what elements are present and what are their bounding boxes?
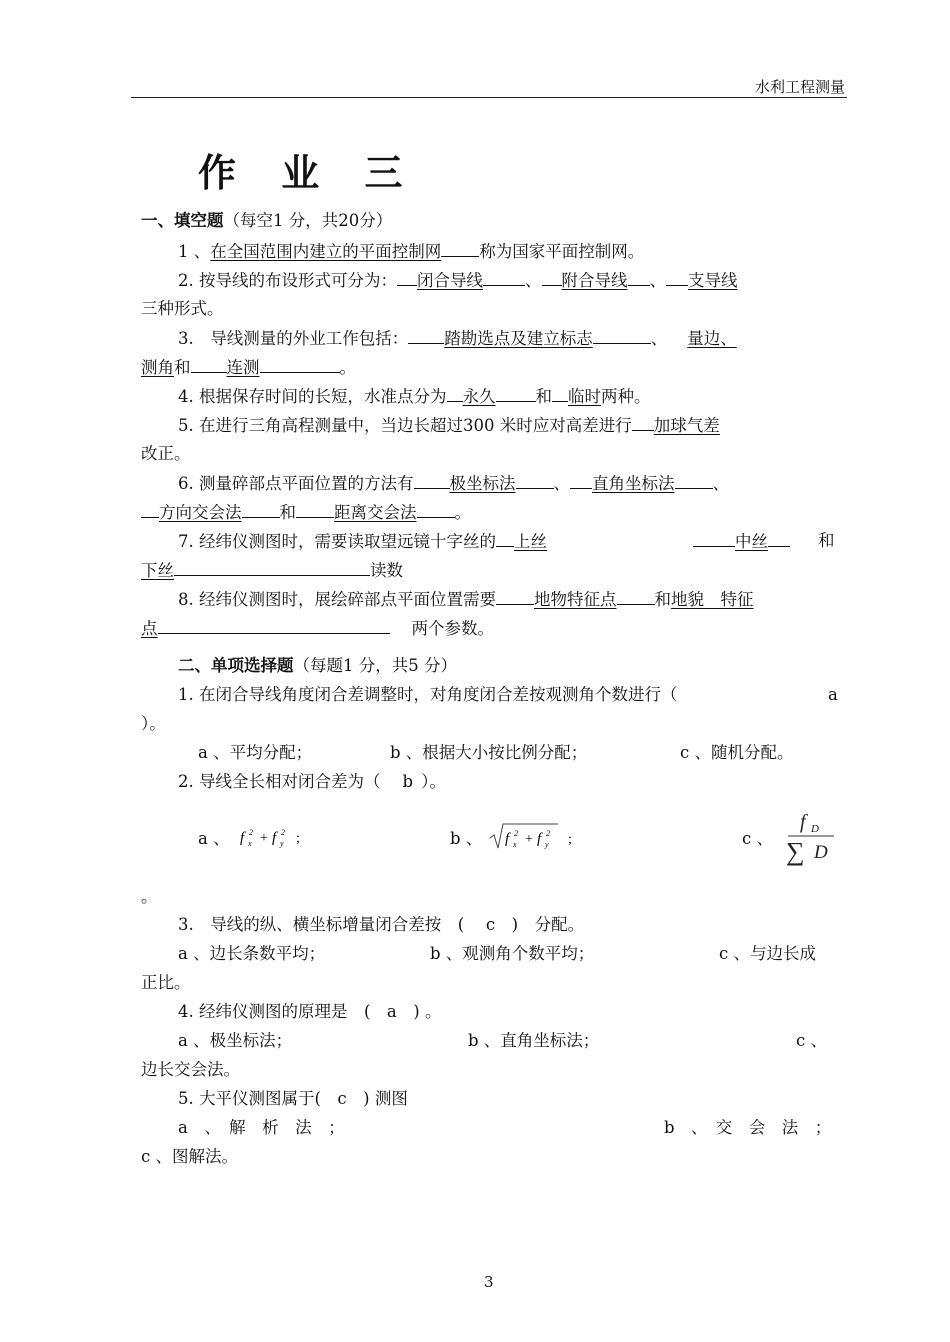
q3-blank-lead: [408, 327, 444, 344]
q2-prefix: 2. 按导线的布设形式可分为：: [178, 271, 397, 290]
mc5-question: 5. 大平仪测图属于( c ) 测图: [178, 1089, 408, 1108]
svg-text:2: 2: [249, 828, 253, 837]
q4-line: [178, 385, 651, 408]
mc2-question-line: [178, 771, 446, 793]
mc3-option-a: a 、边长条数平均；: [178, 944, 326, 963]
mc2-option-b: b 、: [450, 829, 483, 848]
page-number: 3: [484, 1273, 494, 1291]
svg-text:y: y: [545, 840, 549, 849]
mc2-end: 。: [141, 887, 158, 906]
q3-line: [178, 327, 737, 350]
q7-blank-3: [174, 559, 370, 576]
q3-line-2: [141, 356, 356, 379]
q1-line: [178, 240, 644, 263]
mc4-question: 4. 经纬仪测图的原理是 ( a ) 。: [178, 1002, 442, 1021]
svg-text:2: 2: [281, 828, 285, 837]
q4-answer-1: 永久: [462, 387, 496, 406]
svg-text:;: ;: [296, 831, 300, 846]
section2-note: （每题1 分，共5 分）: [293, 656, 457, 675]
q6-line: [178, 472, 729, 495]
q6-line-2: [141, 501, 471, 524]
q7-answer-3: 下丝: [141, 561, 174, 580]
q6-blank-lead: [414, 472, 450, 489]
section1-heading-line: [141, 210, 392, 232]
svg-text:f: f: [272, 830, 277, 846]
section2-heading: 二、单项选择题: [178, 656, 294, 675]
q2-answer-1: 闭合导线: [417, 271, 483, 290]
q8-line: [178, 588, 754, 611]
q7-answer-2-group: [693, 530, 790, 553]
q6-sep-2: 、: [712, 474, 729, 493]
q4-blank-lead: [447, 385, 463, 402]
q6-answer-2: 直角坐标法: [592, 474, 675, 493]
header-course: 水利工程测量: [754, 78, 845, 96]
q6-blank-3a: [141, 501, 159, 518]
svg-text:+: +: [260, 831, 268, 846]
mc1-option-b: b 、根据大小按比例分配；: [390, 743, 588, 762]
q6-blank-4a: [296, 501, 334, 518]
q2-blank-lead: [397, 269, 417, 286]
svg-text:f: f: [537, 831, 542, 847]
q1-answer: 在全国范围内建立的平面控制网: [210, 242, 442, 261]
q5-prefix: 5. 在进行三角高程测量中，当边长超过300 米时应对高差进行: [178, 416, 632, 435]
q3-and: 和: [174, 358, 191, 377]
q8-and: 和: [654, 590, 671, 609]
mc1-answer: a: [828, 685, 838, 704]
q3-answer-3: 连测: [226, 358, 260, 377]
q6-blank-3b: [242, 501, 280, 518]
mc1-close: ）。: [141, 714, 166, 733]
mc5-option-b: b 、 交 会 法 ；: [664, 1118, 832, 1137]
q3-blank-1: [593, 327, 651, 344]
q3-sep: 、: [650, 329, 668, 348]
q8-answer-1: 地物特征点: [534, 590, 617, 609]
mc3-option-b: b 、观测角个数平均；: [430, 944, 595, 963]
q4-answer-2: 临时: [568, 387, 601, 406]
q2-sep-2: 、: [649, 271, 666, 290]
svg-text:y: y: [280, 839, 284, 848]
q8-line-2: [141, 617, 494, 640]
q6-sep-1: 、: [553, 474, 570, 493]
q2-blank-1: [483, 269, 525, 286]
mc5-option-a: a 、 解 析 法 ；: [178, 1118, 345, 1137]
q7-blank-2b: [768, 530, 790, 547]
q6-blank-2b: [675, 472, 713, 489]
q7-and: 和: [818, 531, 835, 550]
q6-end: 。: [454, 503, 471, 522]
q8-answer-2b: 点: [141, 619, 158, 638]
q4-suffix: 两种。: [601, 387, 651, 406]
q4-prefix: 4. 根据保存时间的长短，水准点分为: [178, 387, 447, 406]
svg-text:D: D: [814, 842, 828, 863]
mc3-question: 3. 导线的纵、横坐标增量闭合差按 ( c ) 分配。: [178, 915, 585, 934]
mc2-question: 2. 导线全长相对闭合差为（: [178, 772, 381, 791]
svg-text:2: 2: [514, 829, 518, 838]
q6-and: 和: [279, 503, 296, 522]
mc3-option-c: c 、与边长成: [719, 944, 816, 963]
q6-answer-4: 距离交会法: [334, 503, 417, 522]
q8-blank-1: [617, 588, 655, 605]
svg-text:x: x: [248, 839, 252, 848]
q7-prefix: 7. 经纬仪测图时，需要读取望远镜十字丝的: [178, 532, 496, 551]
q3-blank-2: [191, 356, 227, 373]
section1-heading: 一、填空题: [141, 211, 224, 230]
mc1-option-c: c 、随机分配。: [680, 743, 794, 762]
mc4-continuation: 边长交会法。: [141, 1060, 240, 1079]
q4-and: 和: [535, 387, 552, 406]
q3-answer-2b: 测角: [141, 358, 174, 377]
svg-text:D: D: [811, 823, 819, 835]
q4-blank-1: [496, 385, 536, 402]
q7-answer-2: 中丝: [735, 532, 768, 551]
q5-blank: [632, 414, 654, 431]
q3-answer-1: 踏勘选点及建立标志: [444, 329, 593, 348]
section1-note: （每空1 分，共20分）: [223, 211, 393, 230]
svg-text:+: +: [525, 832, 533, 847]
q6-answer-1: 极坐标法: [449, 474, 516, 493]
svg-text:f: f: [800, 811, 806, 833]
q3-end: 。: [339, 358, 356, 377]
q6-blank-1: [516, 472, 554, 489]
header-rule: [131, 97, 847, 98]
q6-blank-4b: [417, 501, 455, 518]
mc1-question: 1. 在闭合导线角度闭合差调整时，对角度闭合差按观测角个数进行（: [178, 685, 678, 704]
q8-prefix: 8. 经纬仪测图时，展绘碎部点平面位置需要: [178, 590, 496, 609]
q3-prefix: 3. 导线测量的外业工作包括：: [178, 329, 409, 348]
q3-answer-2: 量边、: [687, 329, 737, 348]
mc4-option-b: b 、直角坐标法；: [468, 1031, 600, 1050]
q2-answer-2: 附合导线: [561, 271, 628, 290]
q1-prefix: 1 、: [178, 242, 211, 261]
svg-text:2: 2: [546, 829, 550, 838]
q6-prefix: 6. 测量碎部点平面位置的方法有: [178, 474, 414, 493]
q6-answer-3: 方向交会法: [159, 503, 242, 522]
q7-answer-1: 上丝: [514, 532, 547, 551]
q7-line-2: [141, 559, 403, 582]
q2-blank-3a: [666, 269, 688, 286]
mc4-option-a: a 、极坐标法；: [178, 1031, 293, 1050]
q7-blank-2a: [693, 530, 735, 547]
q1-blank: [441, 240, 479, 257]
q3-blank-3: [260, 356, 340, 373]
q2-answer-3: 支导线: [688, 271, 738, 290]
mc2-option-a: a 、: [198, 829, 230, 848]
q6-blank-2a: [570, 472, 592, 489]
q2-sep-1: 、: [525, 271, 542, 290]
q5-line: [178, 414, 720, 437]
q4-blank-2: [552, 385, 568, 402]
q8-answer-2: 地貌 特征: [671, 590, 754, 609]
q5-answer: 加球气差: [653, 416, 720, 435]
q5-continuation: 改正。: [141, 444, 191, 463]
mc2-formula-a: [238, 822, 308, 852]
mc2-answer: b: [402, 772, 414, 791]
mc1-option-a: a 、平均分配；: [198, 743, 313, 762]
section2-heading-line: [178, 655, 457, 677]
q7-suffix: 读数: [370, 561, 403, 580]
mc3-continuation: 正比。: [141, 973, 191, 992]
q8-suffix: 两个参数。: [411, 619, 494, 638]
page-title: 作 业 三: [198, 151, 419, 195]
svg-text:f: f: [505, 831, 510, 847]
q8-blank-2: [158, 617, 390, 634]
q2-blank-2a: [542, 269, 562, 286]
svg-text:x: x: [513, 840, 517, 849]
q7-line: [178, 530, 547, 553]
mc2-close: ）。: [421, 772, 446, 791]
svg-text:∑: ∑: [786, 837, 805, 866]
mc2-formula-c: [784, 804, 840, 866]
mc2-formula-b: [488, 818, 578, 852]
q2-blank-2b: [628, 269, 650, 286]
q7-blank-lead: [496, 530, 514, 547]
svg-text:;: ;: [568, 832, 572, 847]
q2-line: [178, 269, 738, 292]
q2-continuation: 三种形式。: [141, 299, 224, 318]
mc4-option-c: c 、: [796, 1031, 827, 1050]
q8-blank-lead: [496, 588, 534, 605]
mc5-option-c: c 、图解法。: [141, 1147, 238, 1166]
mc2-option-c: c 、: [742, 829, 773, 848]
q1-suffix: 称为国家平面控制网。: [479, 242, 645, 261]
svg-text:f: f: [240, 830, 245, 846]
